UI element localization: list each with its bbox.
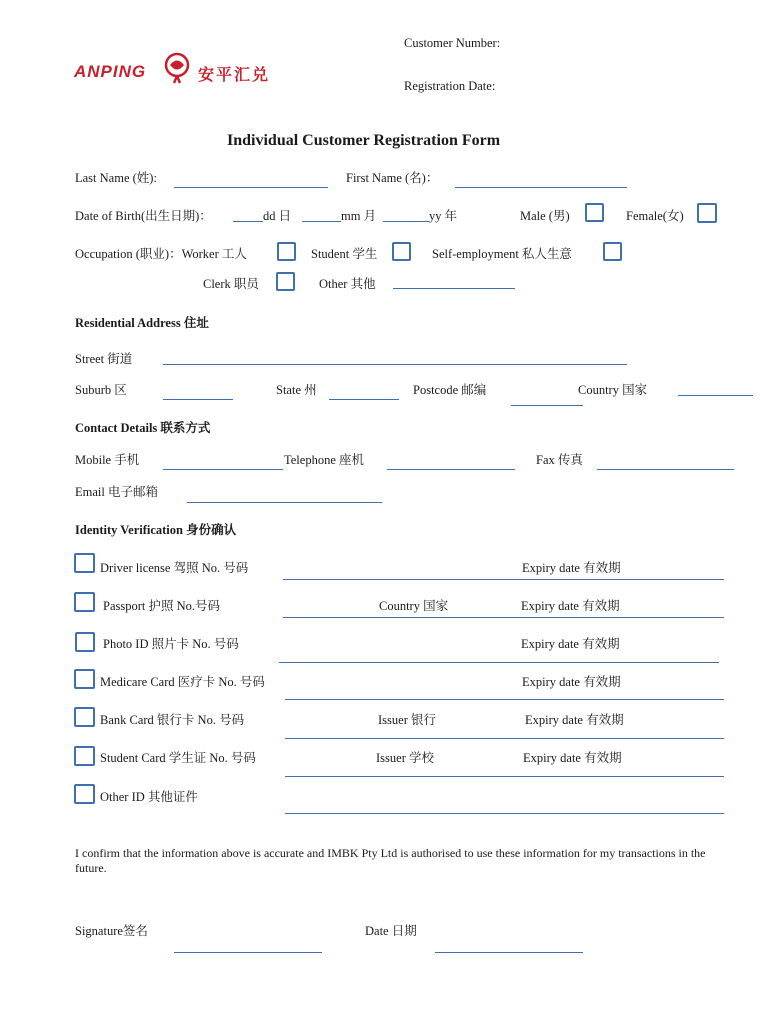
student-checkbox[interactable] xyxy=(392,242,411,261)
student-issuer-label: Issuer 学校 xyxy=(376,751,434,765)
dob-year-label: yy 年 xyxy=(429,209,458,223)
dob-label: Date of Birth(出生日期)： xyxy=(75,209,212,223)
confirmation-statement: I confirm that the information above is accurate and IMBK Pty Ltd is authorised to use these information for my transactions in the future. xyxy=(75,846,706,875)
passport-checkbox[interactable] xyxy=(74,592,95,612)
worker-checkbox[interactable] xyxy=(277,242,296,261)
residential-address-heading: Residential Address 住址 xyxy=(75,316,209,330)
email-label: Email 电子邮箱 xyxy=(75,485,158,499)
driver-license-number-field[interactable] xyxy=(283,579,724,580)
dob-year-field[interactable] xyxy=(383,221,429,222)
medicare-label: Medicare Card 医疗卡 No. 号码 xyxy=(100,675,265,689)
self-employment-label: Self-employment 私人生意 xyxy=(432,247,572,261)
female-label: Female(女) xyxy=(626,209,684,223)
fax-label: Fax 传真 xyxy=(536,453,583,467)
contact-details-heading: Contact Details 联系方式 xyxy=(75,421,211,435)
telephone-label: Telephone 座机 xyxy=(284,453,365,467)
student-card-checkbox[interactable] xyxy=(74,746,95,766)
occupation-worker-label: Occupation (职业)：Worker 工人 xyxy=(75,247,247,261)
bank-card-expiry-label: Expiry date 有效期 xyxy=(525,713,624,727)
signature-date-label: Date 日期 xyxy=(365,924,417,938)
signature-date-field[interactable] xyxy=(435,952,583,953)
state-label: State 州 xyxy=(276,383,317,397)
company-logo xyxy=(74,52,294,86)
dob-day-label: dd 日 xyxy=(263,209,292,223)
photo-id-expiry-label: Expiry date 有效期 xyxy=(521,637,620,651)
fax-field[interactable] xyxy=(597,469,734,470)
driver-license-label: Driver license 驾照 No. 号码 xyxy=(100,561,249,575)
medicare-number-field[interactable] xyxy=(285,699,724,700)
other-id-field[interactable] xyxy=(285,813,724,814)
page-title: Individual Customer Registration Form xyxy=(227,132,501,149)
photo-id-checkbox[interactable] xyxy=(75,632,95,652)
male-checkbox[interactable] xyxy=(585,203,604,222)
passport-number-field[interactable] xyxy=(283,617,724,618)
email-field[interactable] xyxy=(187,502,382,503)
student-card-number-field[interactable] xyxy=(285,776,724,777)
logo-wordmark: ANPING xyxy=(74,62,147,81)
student-label: Student 学生 xyxy=(311,247,378,261)
telephone-field[interactable] xyxy=(387,469,515,470)
postcode-label: Postcode 邮编 xyxy=(413,383,487,397)
last-name-label: Last Name (姓): xyxy=(75,171,157,185)
driver-license-checkbox[interactable] xyxy=(74,553,95,573)
male-label: Male (男) xyxy=(520,209,570,223)
registration-date-label: Registration Date: xyxy=(404,79,496,93)
mobile-field[interactable] xyxy=(163,469,283,470)
other-id-checkbox[interactable] xyxy=(74,784,95,804)
other-id-label: Other ID 其他证件 xyxy=(100,790,198,804)
photo-id-number-field[interactable] xyxy=(279,662,719,663)
bank-card-number-field[interactable] xyxy=(285,738,724,739)
postcode-field[interactable] xyxy=(511,405,583,406)
signature-field[interactable] xyxy=(174,952,322,953)
identity-verification-heading: Identity Verification 身份确认 xyxy=(75,523,237,537)
country-label: Country 国家 xyxy=(578,383,648,397)
bank-issuer-label: Issuer 银行 xyxy=(378,713,436,727)
dob-month-field[interactable] xyxy=(302,221,341,222)
logo-chinese-text: 安平汇兑 xyxy=(198,65,271,84)
clerk-checkbox[interactable] xyxy=(276,272,295,291)
bank-card-label: Bank Card 银行卡 No. 号码 xyxy=(100,713,245,727)
student-card-expiry-label: Expiry date 有效期 xyxy=(523,751,622,765)
other-occupation-label: Other 其他 xyxy=(319,277,376,291)
female-checkbox[interactable] xyxy=(697,203,717,223)
dob-month-label: mm 月 xyxy=(341,209,377,223)
suburb-field[interactable] xyxy=(163,399,233,400)
customer-number-label: Customer Number: xyxy=(404,36,501,50)
self-employment-checkbox[interactable] xyxy=(603,242,622,261)
suburb-label: Suburb 区 xyxy=(75,383,127,397)
first-name-field[interactable] xyxy=(455,187,627,188)
other-occupation-field[interactable] xyxy=(393,288,515,289)
driver-license-expiry-label: Expiry date 有效期 xyxy=(522,561,621,575)
passport-label: Passport 护照 No.号码 xyxy=(103,599,221,613)
photo-id-label: Photo ID 照片卡 No. 号码 xyxy=(103,637,239,651)
passport-country-label: Country 国家 xyxy=(379,599,449,613)
signature-label: Signature签名 xyxy=(75,924,148,938)
last-name-field[interactable] xyxy=(174,187,328,188)
country-field[interactable] xyxy=(678,395,753,396)
clerk-label: Clerk 职员 xyxy=(203,277,259,291)
student-card-label: Student Card 学生证 No. 号码 xyxy=(100,751,256,765)
dob-day-field[interactable] xyxy=(233,221,263,222)
medicare-expiry-label: Expiry date 有效期 xyxy=(522,675,621,689)
street-field[interactable] xyxy=(163,364,627,365)
state-field[interactable] xyxy=(329,399,399,400)
first-name-label: First Name (名)： xyxy=(346,171,439,185)
mobile-label: Mobile 手机 xyxy=(75,453,140,467)
logo-emblem-icon xyxy=(162,52,192,84)
bank-card-checkbox[interactable] xyxy=(74,707,95,727)
street-label: Street 街道 xyxy=(75,352,133,366)
passport-expiry-label: Expiry date 有效期 xyxy=(521,599,620,613)
medicare-checkbox[interactable] xyxy=(74,669,95,689)
